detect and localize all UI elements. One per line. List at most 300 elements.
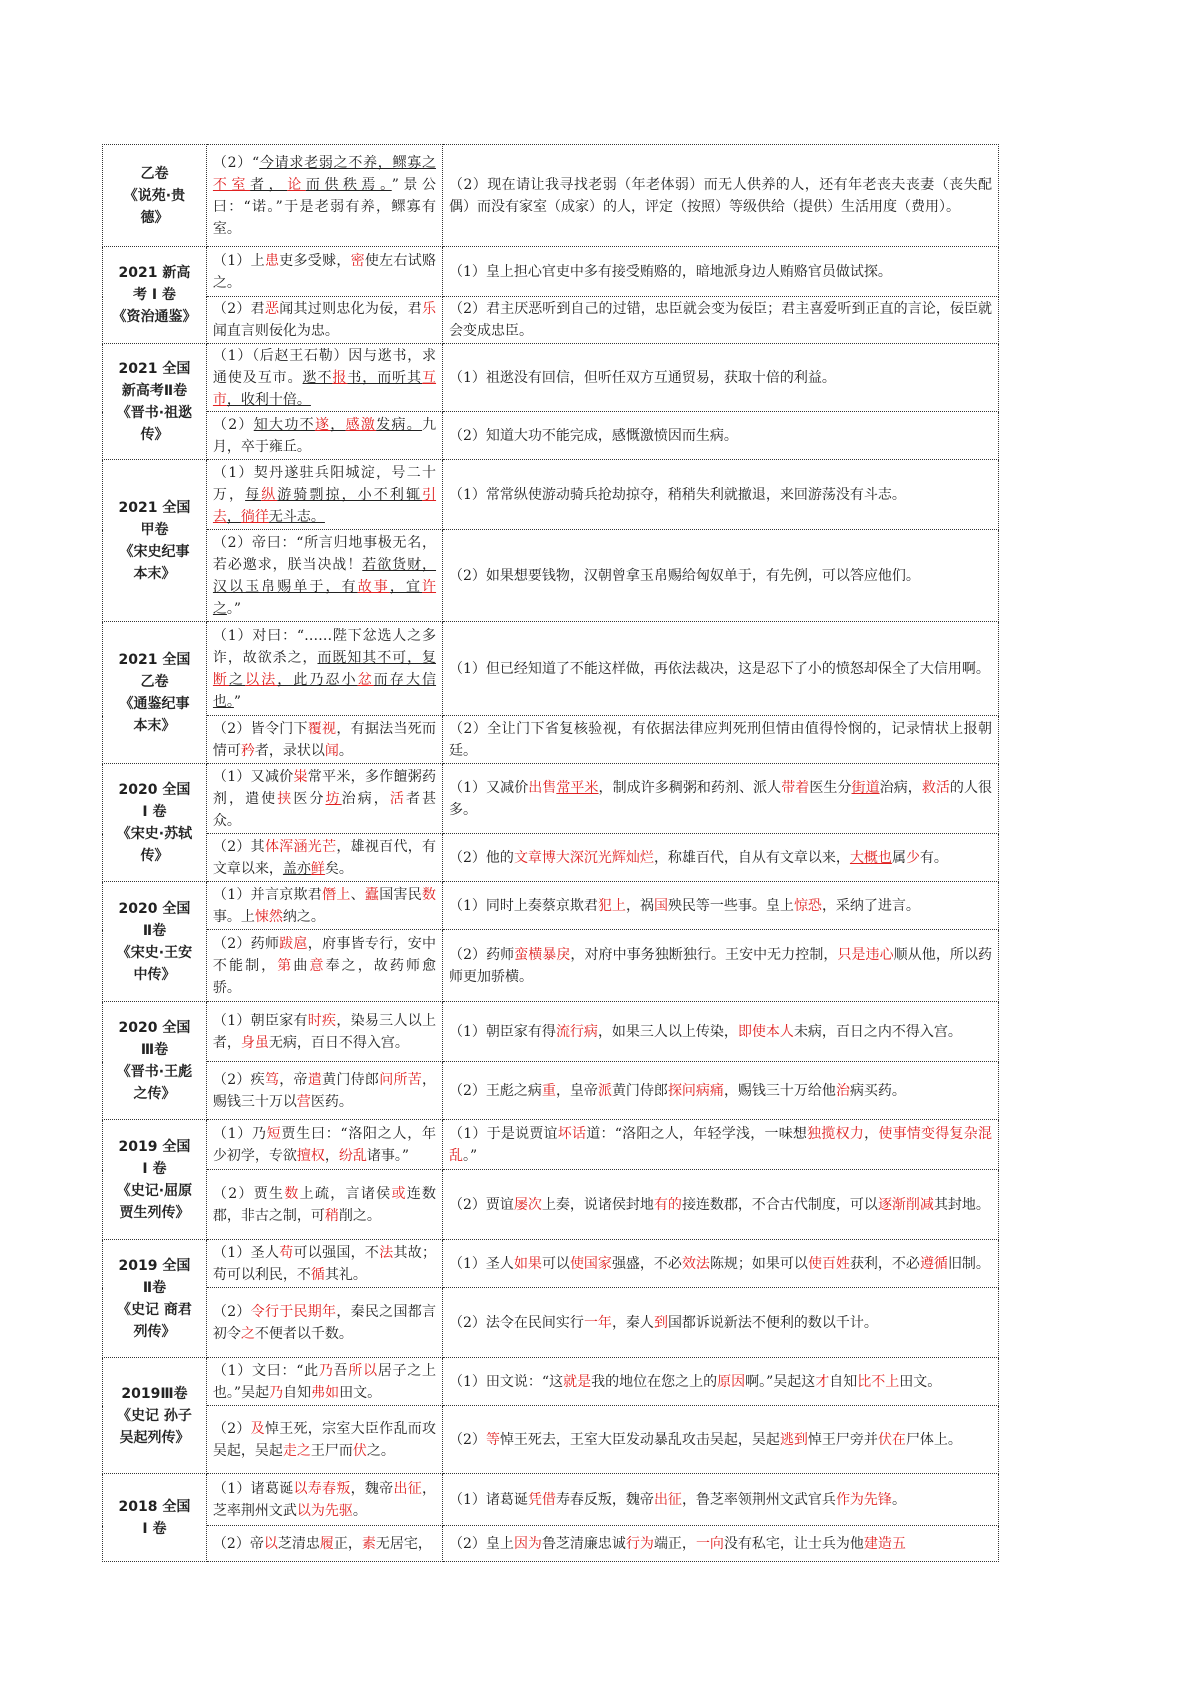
text-segment: 没有私宅，让士兵为他 xyxy=(723,1535,864,1552)
text-segment: （2）贾生 xyxy=(212,1185,285,1202)
source-line: 《宋史·王安 xyxy=(116,944,193,961)
text-segment: 田文。 xyxy=(899,1373,942,1390)
source-cell xyxy=(103,1240,207,1358)
highlighted-term: 纷乱 xyxy=(338,1147,367,1164)
text-segment: 其封地。 xyxy=(933,1196,990,1213)
text-segment: ，秦民之国都言初令 xyxy=(212,1303,437,1342)
text-segment: 不便者以千数。 xyxy=(254,1325,353,1342)
source-cell xyxy=(103,344,207,460)
text-segment: （1）乃 xyxy=(212,1125,267,1142)
text-segment: （1）又减价 xyxy=(449,779,529,796)
highlighted-term: 感激 xyxy=(345,416,377,433)
text-segment: （2）药师 xyxy=(449,946,515,963)
highlighted-term: 忿 xyxy=(357,671,374,688)
source-line: 《晋书·王彪 xyxy=(116,1063,193,1080)
original-text-cell xyxy=(206,1002,442,1062)
translation-cell xyxy=(443,1240,999,1288)
text-segment: 常平米，多作饘粥药剂，遣使 xyxy=(212,768,437,807)
text-segment: ，府事皆专行，安中不能制， xyxy=(212,935,437,974)
text-segment: ，制成许多稠粥和药剂、派人 xyxy=(598,779,782,796)
text-segment: 纳之。 xyxy=(282,908,325,925)
highlighted-term: 才 xyxy=(815,1373,830,1390)
source-line: 《史记·屈原 xyxy=(116,1182,193,1199)
text-segment: 医生分 xyxy=(809,779,852,796)
table-row xyxy=(103,1170,999,1240)
highlighted-term: 因为 xyxy=(513,1535,542,1552)
highlighted-term: 以法 xyxy=(245,671,278,688)
source-line: 2019 全国 xyxy=(118,1257,191,1274)
highlighted-term: 屡次 xyxy=(513,1196,542,1213)
text-segment: 。” xyxy=(463,1147,478,1164)
original-text-cell xyxy=(206,247,442,297)
text-segment: ，雄视百代，有文章以来， xyxy=(212,838,437,877)
highlighted-term: 乃 xyxy=(269,1384,284,1401)
highlighted-term: 等 xyxy=(485,1431,500,1448)
text-segment: 悼王死去，王室大臣发动暴乱攻击吴起，吴起 xyxy=(499,1431,780,1448)
text-segment: （2）他的 xyxy=(449,849,514,866)
original-text-cell xyxy=(206,1170,442,1240)
text-segment: 逖不 xyxy=(302,369,333,386)
source-line: 2018 全国 xyxy=(118,1498,191,1515)
translation-cell xyxy=(443,882,999,930)
text-segment: （1）圣人 xyxy=(212,1244,280,1261)
highlighted-term: 令行于民期年 xyxy=(250,1303,337,1320)
text-segment: 治病， xyxy=(879,779,922,796)
highlighted-term: 及 xyxy=(250,1420,265,1437)
highlighted-term: 一年 xyxy=(583,1314,612,1331)
text-segment: ，收利十倍。 xyxy=(226,391,311,408)
original-text-cell xyxy=(206,1120,442,1170)
text-segment: 盖亦 xyxy=(282,860,311,877)
highlighted-term: 以寿春叛 xyxy=(293,1480,351,1497)
table-row xyxy=(103,530,999,622)
text-segment: （1）又减价 xyxy=(212,768,294,785)
text-segment: （2）现在请让我寻找老弱（年老体弱）而无人供养的人，还有年老丧夫丧妻（丧失配偶）而没有家室（成家）的人，评定（按照）等级供给（提供）生活用度（费用）。 xyxy=(449,176,992,215)
highlighted-term: 遣 xyxy=(307,1071,323,1088)
text-segment: 接连数郡，不合古代制度，可以 xyxy=(681,1196,878,1213)
text-segment: 削之。 xyxy=(338,1207,381,1224)
original-text-cell xyxy=(206,1240,442,1288)
source-line: 《说苑·贵 xyxy=(123,187,186,204)
text-segment: ，秦人 xyxy=(611,1314,654,1331)
text-segment: 今请求老弱之不养，鳏寡之 xyxy=(259,154,437,171)
text-segment: 其故；苟可以利民，不 xyxy=(212,1244,437,1283)
text-segment: ，此乃忍小 xyxy=(277,671,358,688)
text-segment: 鲁芝清廉忠诚 xyxy=(541,1535,626,1552)
highlighted-term: 履 xyxy=(319,1535,334,1552)
text-segment: 其礼。 xyxy=(324,1266,367,1283)
text-segment: 可以强国，不 xyxy=(293,1244,380,1261)
table-row xyxy=(103,1474,999,1526)
text-segment: 未病，百日之内不得入宫。 xyxy=(793,1023,962,1040)
translation-cell xyxy=(443,297,999,344)
highlighted-term: 跋扈 xyxy=(279,935,308,952)
text-segment: 事。上 xyxy=(212,908,255,925)
original-text-cell xyxy=(206,1288,442,1358)
highlighted-term: 文章博大深沉光辉灿烂 xyxy=(513,849,654,866)
translation-cell xyxy=(443,1288,999,1358)
source-cell xyxy=(103,882,207,1002)
highlighted-term: 出征 xyxy=(393,1480,423,1497)
highlighted-term: 犯上 xyxy=(597,897,626,914)
text-segment: 。 xyxy=(891,1491,906,1508)
highlighted-term: 苟 xyxy=(279,1244,294,1261)
text-segment: （1）并言京欺君 xyxy=(212,886,323,903)
highlighted-term: 互市 xyxy=(212,369,437,408)
table-row xyxy=(103,622,999,716)
text-segment: 王尸而 xyxy=(310,1442,353,1459)
text-segment: 无居宅， xyxy=(375,1535,432,1552)
source-line: I 卷 xyxy=(142,803,167,820)
highlighted-term: 意 xyxy=(309,957,326,974)
text-segment: （1）朝臣家有 xyxy=(212,1012,308,1029)
text-segment: ，有据法当死而情可 xyxy=(212,720,437,759)
translation-cell xyxy=(443,247,999,297)
text-segment: 知大功不 xyxy=(253,416,315,433)
text-segment: 居子之上也。”吴起 xyxy=(212,1362,437,1401)
highlighted-term: 使事情变得复杂混乱 xyxy=(449,1125,992,1164)
text-segment: （2）药师 xyxy=(212,935,280,952)
highlighted-term: 营 xyxy=(296,1093,311,1110)
highlighted-term: 作为先锋 xyxy=(835,1491,892,1508)
highlighted-term: 即使本人 xyxy=(737,1023,794,1040)
source-line: 2020 全国 xyxy=(118,781,191,798)
source-cell xyxy=(103,764,207,882)
text-segment: 上奏，说诸侯封地 xyxy=(541,1196,654,1213)
original-text-cell xyxy=(206,716,442,764)
text-segment: （2）君主厌恶听到自己的过错，忠臣就会变为佞臣；君主喜爱听到正直的言论，佞臣就会变成忠臣。 xyxy=(449,301,992,339)
text-segment: ，祸 xyxy=(625,897,654,914)
source-line: 《史记 孙子 xyxy=(117,1407,192,1424)
source-cell xyxy=(103,460,207,622)
source-line: 2021 全国 xyxy=(118,360,191,377)
table-row xyxy=(103,145,999,247)
highlighted-term: 凭借 xyxy=(527,1491,556,1508)
translation-cell xyxy=(443,834,999,882)
original-text-cell xyxy=(206,344,442,412)
highlighted-term: 身虽 xyxy=(240,1034,269,1051)
text-segment: 。 xyxy=(338,742,353,759)
source-cell xyxy=(103,622,207,764)
translation-cell xyxy=(443,1062,999,1120)
source-line: 《晋书·祖逖 xyxy=(116,404,193,421)
text-segment: 获利，不必 xyxy=(849,1255,920,1272)
translation-cell xyxy=(443,1474,999,1526)
text-segment: 芝清忠 xyxy=(277,1535,320,1552)
table-row xyxy=(103,297,999,344)
text-segment: （1）诸葛诞 xyxy=(449,1491,528,1508)
source-line: 吴起列传》 xyxy=(119,1429,190,1446)
text-segment: 有。 xyxy=(919,849,948,866)
highlighted-term: 故事 xyxy=(357,578,390,595)
highlighted-term: 患 xyxy=(264,252,280,269)
highlighted-term: 就是 xyxy=(563,1373,592,1390)
text-segment: 吏多受赇， xyxy=(279,252,351,269)
text-segment: （2） xyxy=(449,1431,486,1448)
text-segment: 国都诉说新法不便利的数以千计。 xyxy=(667,1314,878,1331)
highlighted-term: 徜徉 xyxy=(240,508,269,525)
highlighted-term: 大概也 xyxy=(849,849,892,866)
table-row xyxy=(103,247,999,297)
text-segment: 诸事。” xyxy=(366,1147,410,1164)
highlighted-term: 效法 xyxy=(681,1255,710,1272)
highlighted-term: 或 xyxy=(391,1185,407,1202)
highlighted-term: 循 xyxy=(310,1266,325,1283)
text-segment: 病买药。 xyxy=(849,1082,906,1099)
source-line: I 卷 xyxy=(142,1160,167,1177)
highlighted-term: 数 xyxy=(284,1185,300,1202)
text-segment: （2）全让门下省复核验视，有依据法律应判死刑但情由值得怜悯的，记录情状上报朝廷。 xyxy=(449,720,992,759)
original-text-cell xyxy=(206,622,442,716)
text-segment: 悼王死，宗室大臣作乱而攻吴起，吴起 xyxy=(212,1420,437,1459)
highlighted-term: 坏话 xyxy=(557,1125,587,1142)
highlighted-term: 到 xyxy=(653,1314,668,1331)
table-row xyxy=(103,882,999,930)
source-line: Ⅱ卷 xyxy=(142,922,167,939)
original-text-cell xyxy=(206,1474,442,1526)
text-segment: 贾生曰：“洛阳之人，年少初学，专欲 xyxy=(212,1125,436,1164)
text-segment: 而供秩焉。 xyxy=(305,176,392,193)
highlighted-term: 遵循 xyxy=(919,1255,948,1272)
source-cell xyxy=(103,1358,207,1474)
text-segment: 连数郡，非古之制，可 xyxy=(212,1185,437,1224)
text-segment: （1）契丹遂驻兵阳城淀，号二十万， xyxy=(212,464,437,503)
highlighted-term: 伏在 xyxy=(877,1431,906,1448)
source-line: 《资治通鉴》 xyxy=(112,309,197,325)
highlighted-term: 鲜 xyxy=(310,860,325,877)
text-segment: ， xyxy=(864,1125,879,1142)
highlighted-term: 独揽权力 xyxy=(807,1125,865,1142)
highlighted-term: 带着 xyxy=(781,779,810,796)
highlighted-term: 出征 xyxy=(653,1491,682,1508)
text-segment: 游骑剽掠，小不利辄 xyxy=(277,486,423,503)
text-segment: （2）皆令门下 xyxy=(212,720,308,737)
highlighted-term: 粜 xyxy=(293,768,308,785)
text-segment: （1）田文说：“这 xyxy=(449,1373,564,1390)
highlighted-term: 使国家 xyxy=(569,1255,612,1272)
translation-cell xyxy=(443,412,999,460)
original-text-cell xyxy=(206,1526,442,1562)
original-text-cell xyxy=(206,530,442,622)
text-segment: （2）如果想要钱物，汉朝曾拿玉帛赐给匈奴单于，有先例，可以答应他们。 xyxy=(449,567,920,584)
source-line: 列传》 xyxy=(133,1323,176,1340)
text-segment: 使左右试赂之。 xyxy=(212,252,437,291)
source-line: 2019Ⅲ卷 xyxy=(121,1385,188,1402)
source-line: 贾生列传》 xyxy=(119,1204,190,1221)
text-segment: 陈规；如果可以 xyxy=(709,1255,808,1272)
original-text-cell xyxy=(206,1062,442,1120)
source-line: 2021 新高 xyxy=(118,265,191,281)
highlighted-term: 纵 xyxy=(261,486,278,503)
source-line: 2020 全国 xyxy=(118,900,191,917)
highlighted-term: 蠹 xyxy=(364,886,380,903)
highlighted-term: 悚然 xyxy=(254,908,283,925)
table-row xyxy=(103,930,999,1002)
text-segment: 曲 xyxy=(293,957,310,974)
table-row xyxy=(103,716,999,764)
text-segment: 旧制。 xyxy=(947,1255,990,1272)
highlighted-term: 稍 xyxy=(324,1207,339,1224)
highlighted-term: 活 xyxy=(389,790,406,807)
text-segment: 寿春反叛，魏帝 xyxy=(555,1491,654,1508)
text-segment: （1）于是说贾谊 xyxy=(449,1125,558,1142)
highlighted-term: 素 xyxy=(361,1535,376,1552)
table-row xyxy=(103,1288,999,1358)
text-segment: （2）其 xyxy=(212,838,265,855)
text-segment: ，赐钱三十万以 xyxy=(212,1071,437,1110)
source-line: 2021 全国 xyxy=(118,499,191,516)
highlighted-term: 只是违心 xyxy=(837,946,894,963)
text-segment: ，帝 xyxy=(279,1071,308,1088)
text-segment: 上疏，言诸侯 xyxy=(299,1185,392,1202)
translation-cell xyxy=(443,764,999,834)
highlighted-term: 出售 xyxy=(528,779,557,796)
highlighted-term: 恶 xyxy=(264,301,280,317)
highlighted-term: 重 xyxy=(541,1082,556,1099)
text-segment: 者，录状以 xyxy=(254,742,325,759)
highlighted-term: 流行病 xyxy=(555,1023,598,1040)
text-segment: 的人很多。 xyxy=(449,779,993,818)
text-segment: （1）对曰：“……陛下忿选人之多诈，故欲杀之， xyxy=(212,627,437,666)
text-segment: 属 xyxy=(891,849,906,866)
text-segment: ，对府中事务独断独行。王安中无力控制， xyxy=(570,946,838,963)
text-segment: 九月，卒于雍丘。 xyxy=(212,416,437,455)
source-line: 《宋史纪事 xyxy=(119,543,190,560)
highlighted-term: 之 xyxy=(240,1325,255,1342)
highlighted-term: 国 xyxy=(653,897,668,914)
translation-table xyxy=(102,144,999,1562)
highlighted-term: 遂 xyxy=(314,416,331,433)
highlighted-term: 比不上 xyxy=(857,1373,900,1390)
text-segment: （1）但已经知道了不能这样做，再依法裁决，这是忍下了小的愤怒却保全了大信用啊。 xyxy=(449,660,990,677)
highlighted-term: 少 xyxy=(905,849,920,866)
highlighted-term: 逃到 xyxy=(779,1431,808,1448)
text-segment: （1）同时上奏蔡京欺君 xyxy=(449,897,598,914)
text-segment: （2）知道大功不能完成，感慨激愤因而生病。 xyxy=(449,427,738,444)
translation-cell xyxy=(443,460,999,530)
highlighted-term: 弗如 xyxy=(311,1384,340,1401)
highlighted-term: 报 xyxy=(332,369,348,386)
text-segment: 之 xyxy=(212,600,227,617)
original-text-cell xyxy=(206,930,442,1002)
highlighted-term: 逐渐削减 xyxy=(877,1196,934,1213)
text-segment: 而存大信也。 xyxy=(212,671,437,710)
text-segment: 医药。 xyxy=(310,1093,353,1110)
highlighted-term: 有的 xyxy=(653,1196,682,1213)
text-segment: 啊。”吴起这 xyxy=(745,1373,816,1390)
text-segment: 强盛，不必 xyxy=(611,1255,682,1272)
highlighted-term: 时疾 xyxy=(307,1012,337,1029)
highlighted-term: 短 xyxy=(266,1125,282,1142)
text-segment: 者甚众。 xyxy=(212,790,437,829)
highlighted-term: 擅权 xyxy=(296,1147,325,1164)
text-segment: ，魏帝 xyxy=(350,1480,394,1497)
highlighted-term: 治 xyxy=(835,1082,850,1099)
text-segment: 悼王尸旁并 xyxy=(807,1431,878,1448)
highlighted-term: 引去 xyxy=(212,486,437,525)
text-segment: 、 xyxy=(350,886,365,903)
translation-cell xyxy=(443,1358,999,1406)
text-segment: 医分 xyxy=(293,790,326,807)
text-segment: 无斗志。 xyxy=(268,508,325,525)
translation-cell xyxy=(443,1170,999,1240)
table-row xyxy=(103,1120,999,1170)
highlighted-term: 许 xyxy=(422,578,437,595)
text-segment: 可以 xyxy=(541,1255,570,1272)
text-segment: 书，而听其 xyxy=(347,369,423,386)
translation-cell xyxy=(443,1002,999,1062)
source-line: 德》 xyxy=(140,209,169,226)
text-segment: 闻直言则佞化为忠。 xyxy=(212,323,339,339)
original-text-cell xyxy=(206,145,442,247)
highlighted-term: 断 xyxy=(212,671,230,688)
text-segment: 。 xyxy=(352,1502,367,1519)
original-text-cell xyxy=(206,1358,442,1406)
source-line: 乙卷 xyxy=(140,673,169,690)
text-segment: 者， xyxy=(250,176,288,193)
source-line: 传》 xyxy=(140,426,169,443)
text-segment: （2） xyxy=(212,1303,251,1320)
source-line: 本末》 xyxy=(133,717,176,734)
source-line: 《通鉴纪事 xyxy=(119,695,190,712)
table-row xyxy=(103,764,999,834)
text-segment: （2）“ xyxy=(212,154,260,171)
text-segment: 黄门侍郎 xyxy=(322,1071,380,1088)
source-line: I 卷 xyxy=(142,1520,167,1537)
source-line: 中传》 xyxy=(133,966,176,983)
highlighted-term: 以 xyxy=(263,1535,278,1552)
text-segment: ”景公曰：“诺。”于是老弱有养，鳏寡有室。 xyxy=(212,176,437,237)
source-line: Ⅱ卷 xyxy=(142,1279,167,1296)
text-segment: （2） xyxy=(212,416,254,433)
text-segment: 端正， xyxy=(653,1535,696,1552)
highlighted-term: 街道 xyxy=(851,779,880,796)
highlighted-term: 使百姓 xyxy=(807,1255,850,1272)
source-line: 乙卷 xyxy=(140,165,169,182)
text-segment: 正， xyxy=(333,1535,362,1552)
table-row xyxy=(103,460,999,530)
highlighted-term: 矜 xyxy=(240,742,255,759)
highlighted-term: 第 xyxy=(277,957,294,974)
translation-cell xyxy=(443,1120,999,1170)
text-segment: （2）王彪之病 xyxy=(449,1082,542,1099)
highlighted-term: 体浑涵光芒 xyxy=(264,838,337,855)
text-segment: 国害民 xyxy=(379,886,423,903)
translation-cell xyxy=(443,1526,999,1562)
highlighted-term: 密 xyxy=(350,252,365,269)
highlighted-term: 常平米 xyxy=(556,779,599,796)
source-line: 2021 全国 xyxy=(118,651,191,668)
translation-cell xyxy=(443,930,999,1002)
source-line: 本末》 xyxy=(133,565,176,582)
text-segment: ，称雄百代，自从有文章以来， xyxy=(653,849,850,866)
text-segment: 之。 xyxy=(366,1442,395,1459)
source-line: 《宋史·苏轼 xyxy=(116,825,193,842)
translation-cell xyxy=(443,716,999,764)
table-row xyxy=(103,412,999,460)
original-text-cell xyxy=(206,764,442,834)
text-segment: ，染易三人以上者， xyxy=(212,1012,437,1051)
source-line: 考 I 卷 xyxy=(132,287,176,303)
text-segment: （1）朝臣家有得 xyxy=(449,1023,556,1040)
table-row xyxy=(103,1406,999,1474)
source-line: 之传》 xyxy=(133,1085,176,1102)
text-segment: （1）诸葛诞 xyxy=(212,1480,294,1497)
source-line: 《史记 商君 xyxy=(117,1301,192,1318)
highlighted-term: 数 xyxy=(422,886,437,903)
text-segment: 奉之，故药师愈骄。 xyxy=(212,957,437,996)
text-segment: 而既知其不可，复 xyxy=(317,649,437,666)
